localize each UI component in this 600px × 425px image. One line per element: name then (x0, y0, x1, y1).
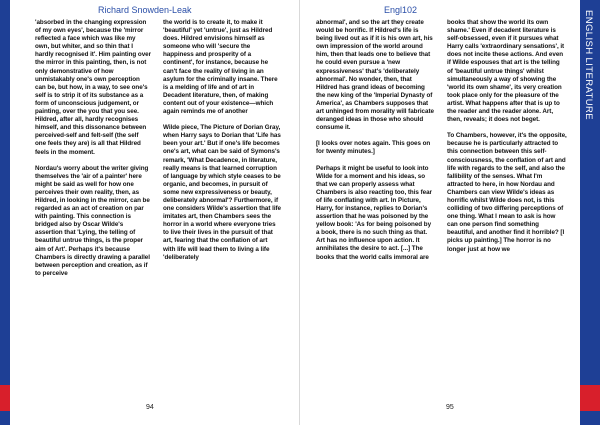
right-side-tab (580, 0, 600, 425)
left-page-number: 94 (146, 404, 154, 411)
paragraph: books that show the world its own shame.' Even if decadent literature is self-obsessed, even if it pursues what Harry calls 'extraordinary sensations', it does not incite these actions. And even if Wilde espouses that art is the telling of 'beautiful untrue things' whilst simultaneously a way of showing the 'world its own shame', its very creation took place only for the pleasure of the artist. What happens after that is up to the reader and the reader alone. Art, then, reveals; it does not beget. (447, 19, 565, 124)
right-page-column-2 (447, 19, 567, 262)
paragraph: Nordau's worry about the writer giving themselves the 'air of a painter' here might be said as well for how one perceives their own reality, then, as Hildred, in looking in the mirror, can be regarded as an act of creation on par with painting. This connection is bridged also by Oscar Wilde's assertion that 'Lying, the telling of beautiful untrue things, is the proper aim of Art'. Perhaps it's because Chambers is directly drawing a parallel between perception and creation, as if to perceive (35, 164, 150, 277)
left-edge-red-marker (0, 385, 10, 411)
right-edge-red-marker (580, 385, 600, 411)
page-gutter (299, 0, 300, 425)
left-page-edge-band (0, 0, 10, 425)
paragraph: 'absorbed in the changing expression of my own eyes', because the 'mirror reflected a face which was like my own, but whiter, and so thin that I hardly recognised it'. Him painting over the mirror in this painting, then, is not only demonstrative of how unmistakably one's own perception can be, but how, in a way, to see one's self is to strip it of its substance as a form of unconscious judgement, or painting, over the you that you see. Hildred, after all, hardly recognises himself, and this dissonance between perceived-self and felt-self (the self one feels they are) is all that Hildred feels in the moment. (35, 19, 152, 156)
paragraph: abnormal', and so the art they create would be horrific. If Hildred's life is being lived out as if it is his own art, his own impression of the world around him, then that leads one to believe that he could even pursue a 'new expressiveness' that's 'deliberately abnormal'. No wonder, then, that Hildred has grand ideas of becoming the new king of the 'Imperial Dynasty of America', as Chambers supposes that art unhinged from morality will fabricate deranged ideas in those who should consume it. (316, 19, 434, 132)
paragraph: Wilde piece, The Picture of Dorian Gray, when Harry says to Dorian that 'Life has been your art.' But if one's life becomes one's art, what can be said of Symons's remark, 'What Decadence, in literature, really means is that learned corruption of language by which style ceases to be organic, and becomes, in pursuit of some new expressiveness or beauty, deliberately abnormal'? Furthermore, if one considers Wilde's assertion that life imitates art, then Chambers sees the horror in a world where everyone tries to live their lives in the pursuit of that art, fearing that the conflation of art with life will lead them to living a life 'deliberately (163, 124, 282, 261)
left-page-column-1 (35, 19, 151, 286)
paragraph: To Chambers, however, it's the opposite, because he is particularly attracted to this connection between this self-consciousness, the conflation of art and life with regards to the self, and also the fallibility of the senses. What I'm attracted to here, in how Nordau and Chambers can view Wilde's ideas as horrific whilst Wilde does not, is this colliding of two differing perceptions of one thing. What I mean to ask is how can one person find something beautiful, and another find it horrible? [I picks up painting.] The horror is no longer just at how we (447, 132, 567, 253)
paragraph: Perhaps it might be useful to look into Wilde for a moment and his ideas, so that we can properly assess what Chambers is also reacting too, this fear of life conflating with art. In Picture, Harry, for instance, replies to Dorian's assertion that he was poisoned by the yellow book: 'As for being poisoned by a book, there is no such thing as that. Art has no influence upon action. It annihilates the desire to act. [...] The books that the world calls immoral are (316, 164, 432, 261)
right-running-head: Engl102 (384, 5, 418, 15)
paragraph: [I looks over notes again. This goes on for twenty minutes.] (316, 140, 431, 156)
right-page-number: 95 (446, 404, 454, 411)
right-page-column-1 (316, 19, 434, 270)
paragraph: the world is to create it, to make it 'beautiful' yet 'untrue', just as Hildred does. Hildred envisions himself as someone who will 'secure the happiness and prosperity of a continent', for instance, because he can't face the reality of living in an asylum for the criminally insane. There is a melding of life and of art in Decadent literature, then, of making content out of your existence—which again reminds me of another (163, 19, 278, 116)
left-running-head: Richard Snowden-Leak (98, 5, 192, 15)
left-page-column-2 (163, 19, 281, 270)
side-tab-label: ENGLISH LITERATURE (583, 10, 594, 120)
